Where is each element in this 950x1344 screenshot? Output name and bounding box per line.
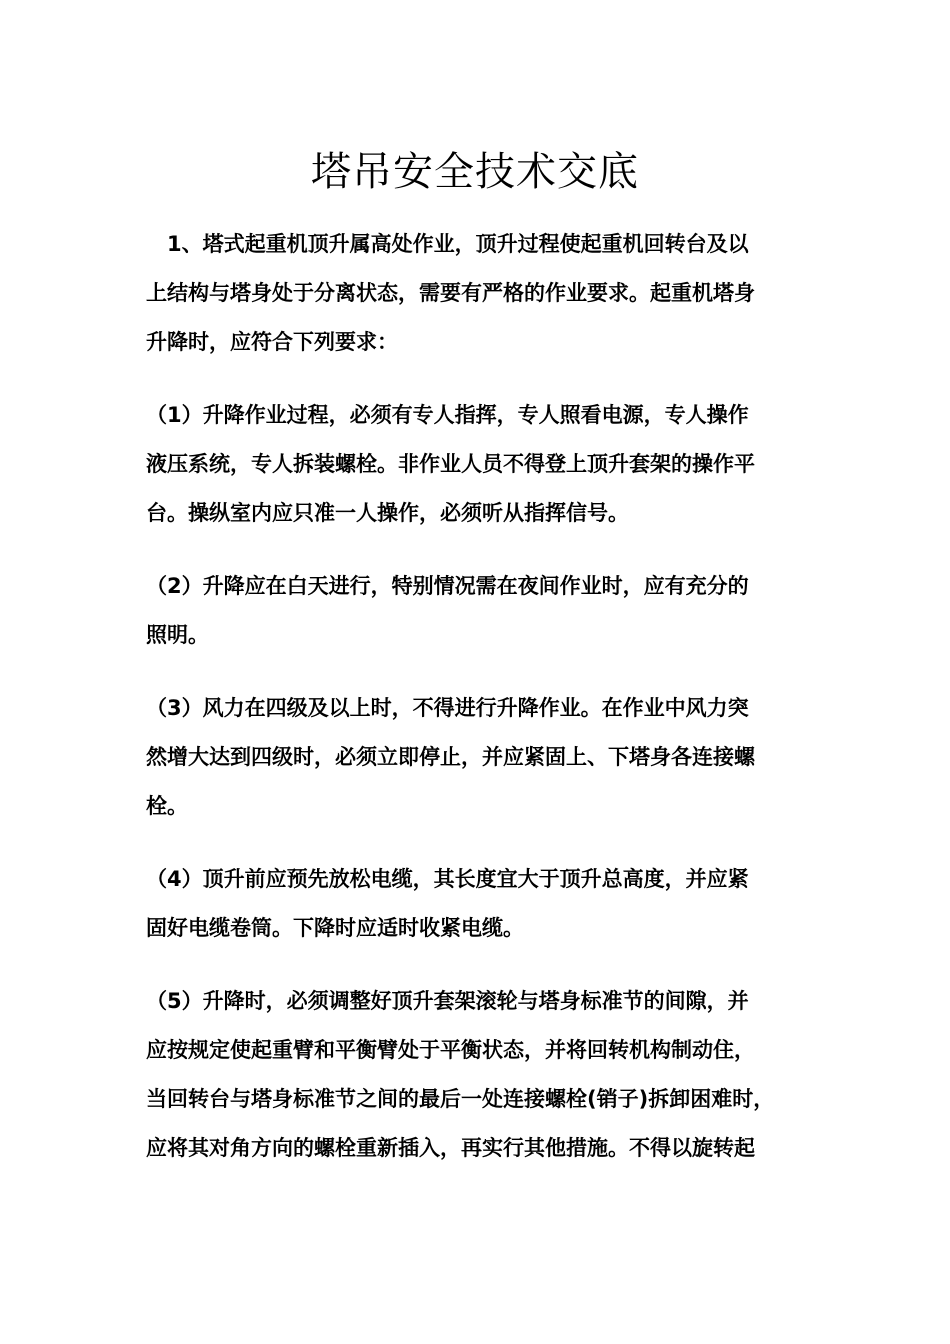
paragraph-3 <box>146 562 808 660</box>
document-title: 塔吊安全技术交底 <box>311 149 639 195</box>
paragraph-line: 上结构与塔身处于分离状态，需要有严格的作业要求。起重机塔身 <box>146 281 755 305</box>
paragraph-4 <box>146 684 808 831</box>
paragraph-line: 当回转台与塔身标准节之间的最后一处连接螺栓(销子)拆卸困难时， <box>146 1087 775 1111</box>
paragraph-line: （2）升降应在白天进行，特别情况需在夜间作业时，应有充分的 <box>146 574 749 598</box>
paragraph-line: 固好电缆卷筒。下降时应适时收紧电缆。 <box>146 916 524 940</box>
paragraph-line: 台。操纵室内应只准一人操作，必须听从指挥信号。 <box>146 501 629 525</box>
paragraph-line: 升降时，应符合下列要求： <box>146 330 398 354</box>
paragraph-2 <box>146 391 808 538</box>
paragraph-6 <box>146 977 808 1173</box>
paragraph-line: （5）升降时，必须调整好顶升套架滚轮与塔身标准节的间隙，并 <box>146 989 749 1013</box>
document-body <box>146 220 808 1173</box>
paragraph-5 <box>146 855 808 953</box>
paragraph-1 <box>146 220 808 367</box>
paragraph-line: （3）风力在四级及以上时，不得进行升降作业。在作业中风力突 <box>146 696 749 720</box>
paragraph-line: 栓。 <box>146 794 188 818</box>
paragraph-line: （4）顶升前应预先放松电缆，其长度宜大于顶升总高度，并应紧 <box>146 867 749 891</box>
paragraph-line: 1、塔式起重机顶升属高处作业，顶升过程使起重机回转台及以 <box>146 232 749 256</box>
paragraph-line: 应按规定使起重臂和平衡臂处于平衡状态，并将回转机构制动住， <box>146 1038 755 1062</box>
paragraph-line: （1）升降作业过程，必须有专人指挥，专人照看电源，专人操作 <box>146 403 749 427</box>
paragraph-line: 液压系统，专人拆装螺栓。非作业人员不得登上顶升套架的操作平 <box>146 452 755 476</box>
paragraph-line: 照明。 <box>146 623 209 647</box>
paragraph-line: 然增大达到四级时，必须立即停止，并应紧固上、下塔身各连接螺 <box>146 745 755 769</box>
paragraph-line: 应将其对角方向的螺栓重新插入，再实行其他措施。不得以旋转起 <box>146 1136 755 1160</box>
